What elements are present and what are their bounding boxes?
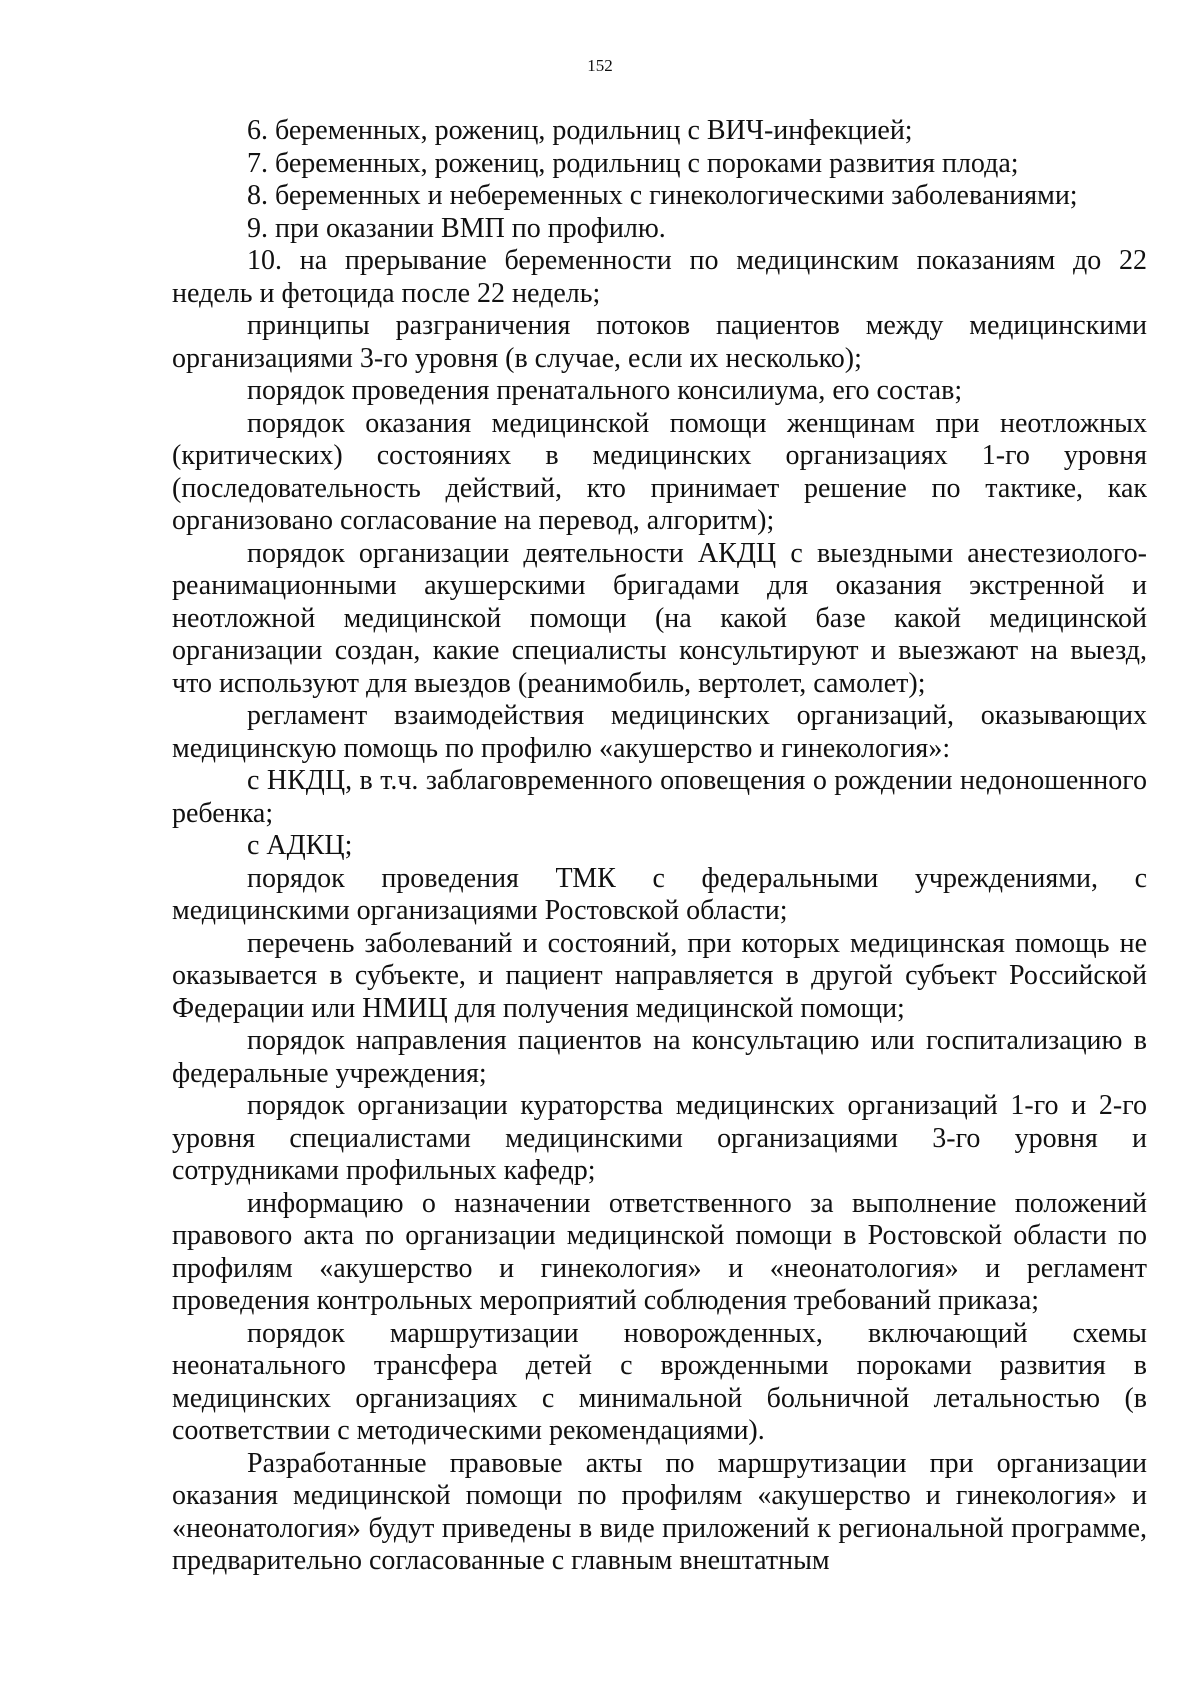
paragraph-adkc: с АДКЦ; <box>247 830 353 861</box>
list-item-gynecological-diseases: 8. беременных и небеременных с гинекологическими заболеваниями; <box>247 180 1078 211</box>
paragraph-nkdc: с НКДЦ, в т.ч. заблаговременного оповещения о рождении недоношенного ребенка; <box>172 765 1147 829</box>
paragraph-federal-referral: порядок направления пациентов на консультацию или госпитализацию в федеральные учреждения; <box>172 1025 1147 1089</box>
paragraph-patient-flow: принципы разграничения потоков пациентов между медицинскими организациями 3-го уровня (в случае, если их несколько); <box>172 310 1147 374</box>
list-item-fetal-malformations: 7. беременных, рожениц, родильниц с пороками развития плода; <box>247 147 1019 179</box>
paragraph-newborn-routing: порядок маршрутизации новорожденных, включающий схемы неонатального трансфера детей с врожденными пороками развития в медицинских организациях с минимальной больничной летальностью (в соответствии с методическими рекомендациями). <box>172 1317 1147 1446</box>
paragraph-referral-diseases: перечень заболеваний и состояний, при которых медицинская помощь не оказывается в субъекте, и пациент направляется в другой субъект Российской Федерации или НМИЦ для получения медицинской помощи; <box>172 927 1147 1024</box>
paragraph-akdc-teams: порядок организации деятельности АКДЦ с выездными анестезиолого-реанимационными акушерскими бригадами для оказания экстренной и неотложной медицинской помощи (на какой базе какой медицинской организации создан, какие специалисты консультируют и выезжают на выезд, что используют для выездов (реанимобиль, вертолет, самолет); <box>172 537 1147 699</box>
list-item-high-tech-care: 9. при оказании ВМП по профилю. <box>247 212 666 244</box>
paragraph-legal-acts: Разработанные правовые акты по маршрутизации при организации оказания медицинской помощи по профилям «акушерство и гинекология» и «неонатология» будут приведены в виде приложений к региональной программе, предварительно согласованные с главным внештатным <box>172 1447 1147 1576</box>
list-item-termination: 10. на прерывание беременности по медицинским показаниям до 22 недель и фетоцида после 22 недель; <box>172 245 1147 309</box>
list-item-hiv: 6. беременных, рожениц, родильниц с ВИЧ-инфекцией; <box>247 115 913 146</box>
paragraph-prenatal-council: порядок проведения пренатального консилиума, его состав; <box>247 375 963 406</box>
paragraph-interaction-regulation: регламент взаимодействия медицинских организаций, оказывающих медицинскую помощь по профилю «акушерство и гинекология»: <box>172 700 1147 764</box>
paragraph-responsible-person: информацию о назначении ответственного за выполнение положений правового акта по организации медицинской помощи в Ростовской области по профилям «акушерство и гинекология» и «неонатология» и регламент проведения контрольных мероприятий соблюдения требований приказа; <box>172 1187 1147 1316</box>
paragraph-telemedicine: порядок проведения ТМК с федеральными учреждениями, с медицинскими организациями Ростовской области; <box>172 862 1147 926</box>
document-body <box>172 115 1147 1578</box>
page-number: 152 <box>587 56 613 75</box>
paragraph-emergency-care: порядок оказания медицинской помощи женщинам при неотложных (критических) состояниях в медицинских организациях 1-го уровня (последовательность действий, кто принимает решение по тактике, как организовано согласование на перевод, алгоритм); <box>172 407 1147 536</box>
paragraph-curatorship: порядок организации кураторства медицинских организаций 1-го и 2-го уровня специалистами медицинскими организациями 3-го уровня и сотрудниками профильных кафедр; <box>172 1090 1147 1186</box>
